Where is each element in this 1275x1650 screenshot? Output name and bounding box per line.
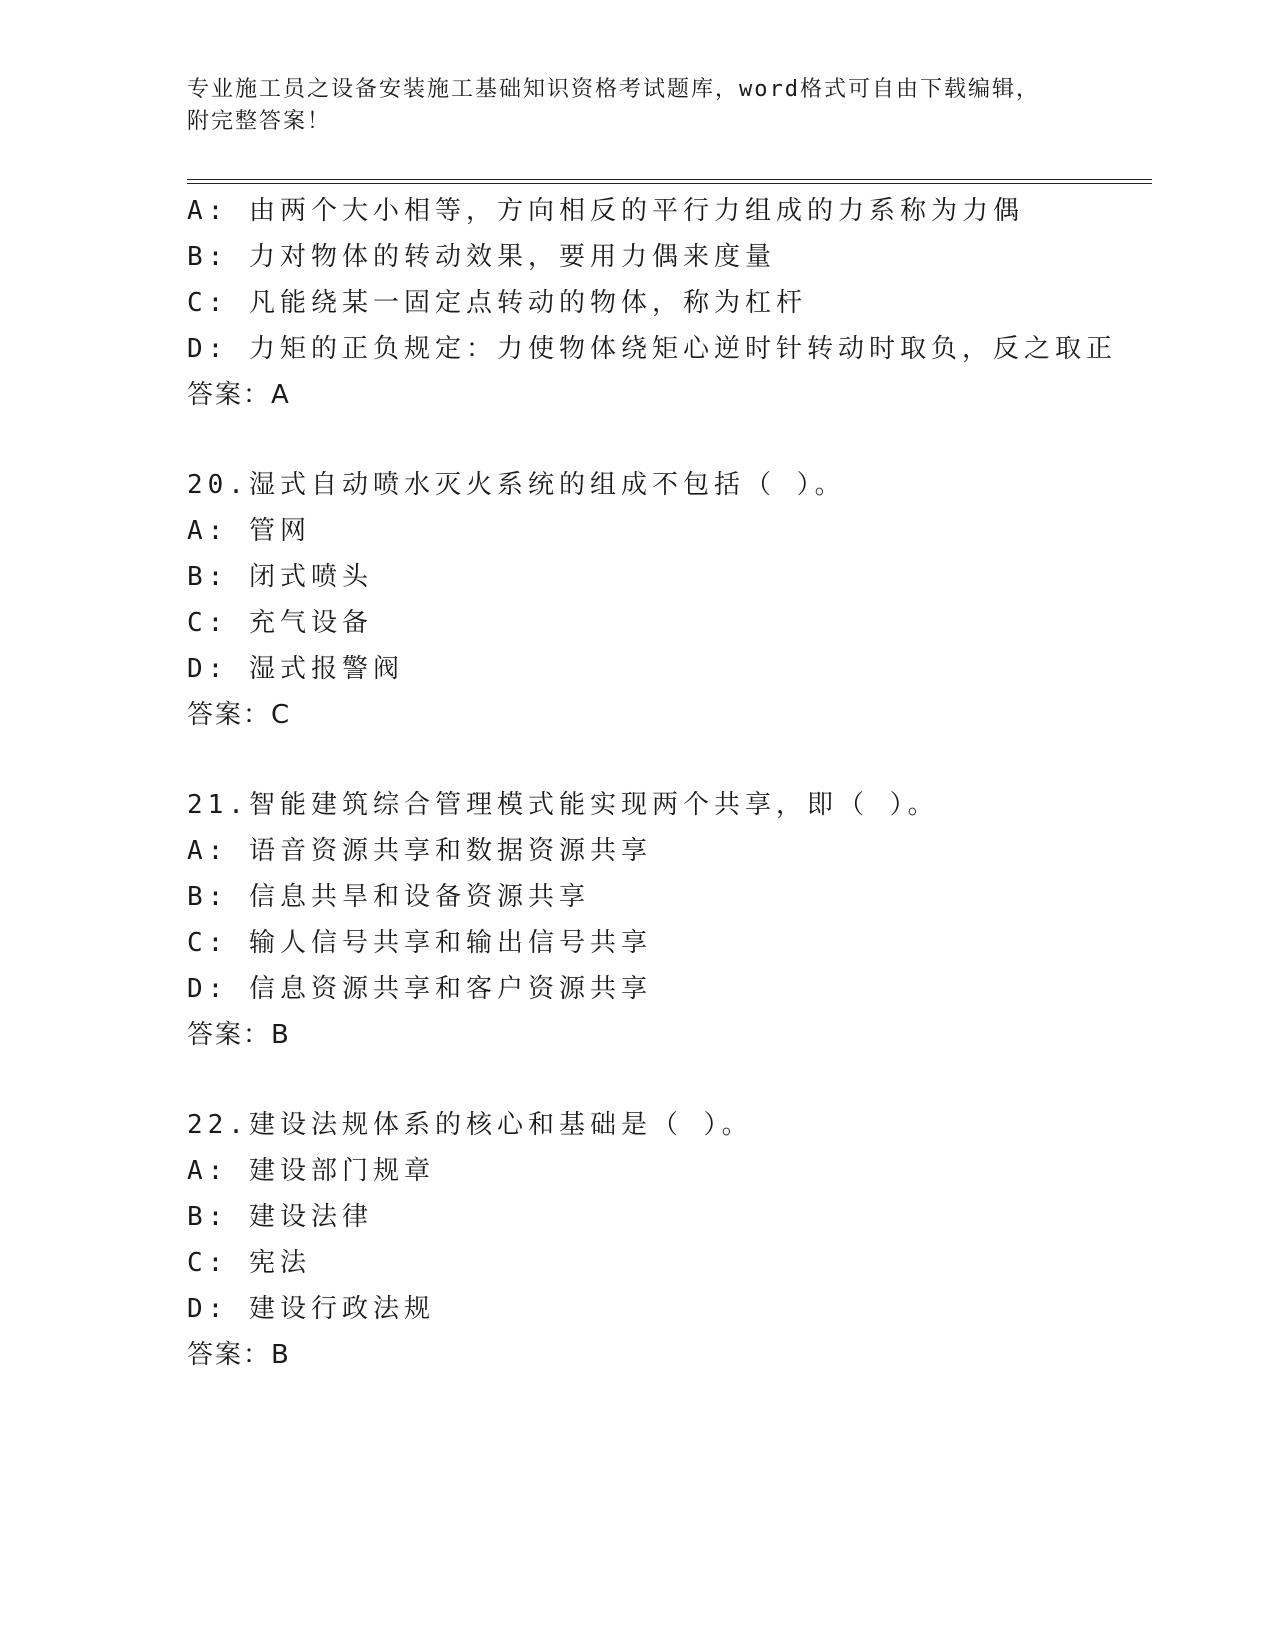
header-line-1: 专业施工员之设备安装施工基础知识资格考试题库，word格式可自由下载编辑， [187,77,1040,102]
document-header [187,74,1087,138]
answer-line: 答案：A [187,380,291,410]
option-b: B: 信息共旱和设备资源共享 [187,882,590,912]
answer-line: 答案：B [187,1340,291,1370]
option-c: C: 充气设备 [187,608,373,638]
header-divider [187,179,1152,184]
question-stem: 20.湿式自动喷水灭火系统的组成不包括（ ）。 [187,470,846,500]
header-line-2: 附完整答案！ [187,109,332,134]
question-stem: 21.智能建筑综合管理模式能实现两个共享，即（ ）。 [187,790,939,820]
answer-line: 答案：C [187,700,292,730]
option-d: D: 湿式报警阀 [187,654,404,684]
question-21 [187,782,1152,1058]
question-stem: 22.建设法规体系的核心和基础是（ ）。 [187,1110,753,1140]
question-19-continued [187,188,1152,418]
option-a: A: 管网 [187,516,311,546]
option-d: D: 力矩的正负规定：力使物体绕矩心逆时针转动时取负，反之取正 [187,334,1117,364]
option-a: A: 语音资源共享和数据资源共享 [187,836,652,866]
answer-line: 答案：B [187,1020,291,1050]
option-d: D: 建设行政法规 [187,1294,435,1324]
option-b: B: 闭式喷头 [187,562,373,592]
option-c: C: 输人信号共享和输出信号共享 [187,928,652,958]
option-a: A: 由两个大小相等，方向相反的平行力组成的力系称为力偶 [187,196,1024,226]
option-a: A: 建设部门规章 [187,1156,435,1186]
question-list [187,188,1152,1378]
option-d: D: 信息资源共享和客户资源共享 [187,974,652,1004]
option-b: B: 建设法律 [187,1202,373,1232]
option-c: C: 凡能绕某一固定点转动的物体，称为杠杆 [187,288,807,318]
question-20 [187,462,1152,738]
option-b: B: 力对物体的转动效果，要用力偶来度量 [187,242,776,272]
option-c: C: 宪法 [187,1248,311,1278]
question-22 [187,1102,1152,1378]
